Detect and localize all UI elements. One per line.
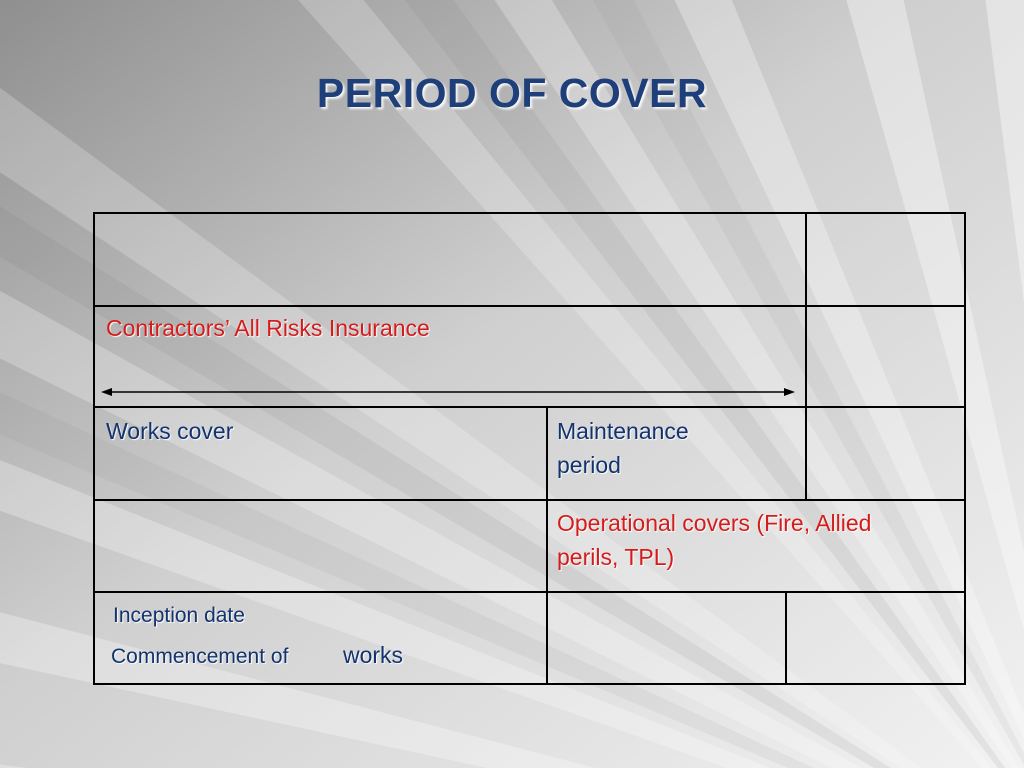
works-cover-label: Works cover [106,418,234,444]
table-cell-r3-c3 [805,406,966,501]
commencement-of-label: Commencement of [111,645,289,668]
table-cell-r5-c3 [785,591,966,685]
commencement-works-label: works [343,642,404,668]
slide-title: PERIOD OF COVER [316,70,708,116]
table-cell-r5-c2 [546,591,787,685]
inception-date-label: Inception date [113,604,245,627]
table-cell-r4-c1 [93,499,548,593]
car-insurance-label: Contractors’ All Risks Insurance [106,315,430,341]
table-cell-r1-c1 [93,212,807,307]
maintenance-period-label-line2: period [557,452,621,478]
maintenance-period-label-line1: Maintenance [557,418,689,444]
operational-covers-line2: perils, TPL) [557,544,675,570]
table-cell-r1-c2 [805,212,966,307]
operational-covers-line1: Operational covers (Fire, Allied [557,510,872,536]
table-cell-r2-c2 [805,305,966,408]
